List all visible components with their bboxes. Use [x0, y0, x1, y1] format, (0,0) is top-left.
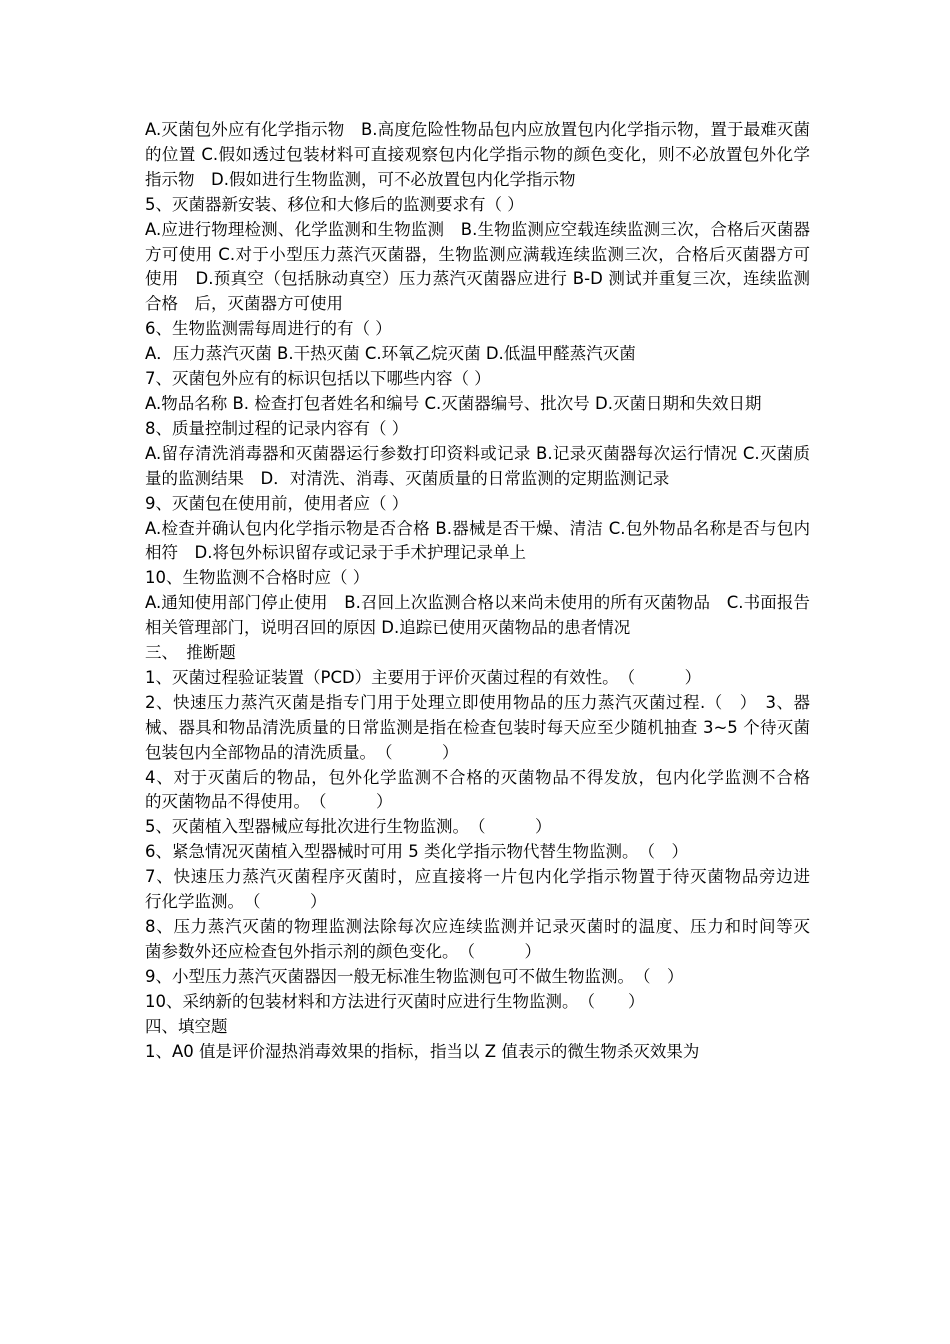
question-text: 9、灭菌包在使用前，使用者应（ ）: [145, 493, 409, 513]
document-body: [145, 118, 827, 1064]
question-text: 8、质量控制过程的记录内容有（ ）: [145, 418, 409, 438]
question-text: 6、紧急情况灭菌植入型器械时可用 5 类化学指示物代替生物监测。 （ ）: [145, 842, 688, 862]
option-text: A.物品名称 B. 检查打包者姓名和编号 C.灭菌器编号、批次号 D.灭菌日期和失效日期: [145, 393, 762, 413]
question-text: 1、灭菌过程验证装置（PCD）主要用于评价灭菌过程的有效性。 （ ）: [145, 667, 702, 687]
question-text: 2、快速压力蒸汽灭菌是指专门用于处理立即使用物品的压力蒸汽灭菌过程.（ ） 3、器械、器具和物品清洗质量的日常监测是指在检查包装时每天应至少随机抽查 3~5 个待灭菌包装包内全部物品的清洗质量。 （ ）: [145, 692, 810, 762]
question-text: 8、压力蒸汽灭菌的物理监测法除每次应连续监测并记录灭菌时的温度、压力和时间等灭 菌参数外还应检查包外指示剂的颜色变化。 （ ）: [145, 917, 827, 961]
option-text: A.检查并确认包内化学指示物是否合格 B.器械是否干燥、清洁 C.包外物品名称是否与包内相符 D.将包外标识留存或记录于手术护理记录单上: [145, 518, 810, 563]
section-heading: 三、 推断题: [145, 643, 236, 663]
question-text: 4、对于灭菌后的物品，包外化学监测不合格的灭菌物品不得发放，包内化学监测不合格 的灭菌物品不得使用。 （ ）: [145, 767, 827, 812]
option-text: A.灭菌包外应有化学指示物 B.高度危险性物品包内应放置包内化学指示物，置于最难灭菌的位置 C.假如透过包装材料可直接观察包内化学指示物的颜色变化，则不必放置包外化学指示物 D.假如进行生物监测，可不必放置包内化学指示物: [145, 120, 810, 189]
option-text: A.留存清洗消毒器和灭菌器运行参数打印资料或记录 B.记录灭菌器每次运行情况 C.灭菌质量的监测结果 D．对清洗、消毒、灭菌质量的日常监测的定期监测记录: [145, 443, 810, 488]
question-text: 5、灭菌植入型器械应每批次进行生物监测。 （ ）: [145, 817, 552, 837]
question-text: 10、生物监测不合格时应（ ）: [145, 568, 370, 588]
question-text: 6、生物监测需每周进行的有（ ）: [145, 319, 392, 339]
question-text: 1、A0 值是评价湿热消毒效果的指标，指当以 Z 值表示的微生物杀灭效果为: [145, 1041, 700, 1061]
section-heading: 四、填空题: [145, 1016, 228, 1036]
question-text: 9、小型压力蒸汽灭菌器因一般无标准生物监测包可不做生物监测。 （ ）: [145, 966, 684, 986]
question-text: 7、灭菌包外应有的标识包括以下哪些内容（ ）: [145, 369, 491, 389]
option-text: A．压力蒸汽灭菌 B.干热灭菌 C.环氧乙烷灭菌 D.低温甲醛蒸汽灭菌: [145, 344, 636, 364]
option-text: A.应进行物理检测、化学监测和生物监测 B.生物监测应空载连续监测三次，合格后灭菌器方可使用 C.对于小型压力蒸汽灭菌器，生物监测应满载连续监测三次，合格后灭菌器方可使用 D.预真空（包括脉动真空）压力蒸汽灭菌器应进行 B-D 测试并重复三次，连续监测合格 后，灭菌器方可使用: [145, 219, 810, 314]
question-text: 5、灭菌器新安装、移位和大修后的监测要求有（ ）: [145, 194, 524, 214]
question-text: 7、快速压力蒸汽灭菌程序灭菌时，应直接将一片包内化学指示物置于待灭菌物品旁边进 行化学监测。 （ ）: [145, 867, 827, 912]
option-text: A.通知使用部门停止使用 B.召回上次监测合格以来尚未使用的所有灭菌物品 C.书面报告相关管理部门，说明召回的原因 D.追踪已使用灭菌物品的患者情况: [145, 593, 810, 638]
question-text: 10、采纳新的包装材料和方法进行灭菌时应进行生物监测。 （ ）: [145, 991, 645, 1011]
